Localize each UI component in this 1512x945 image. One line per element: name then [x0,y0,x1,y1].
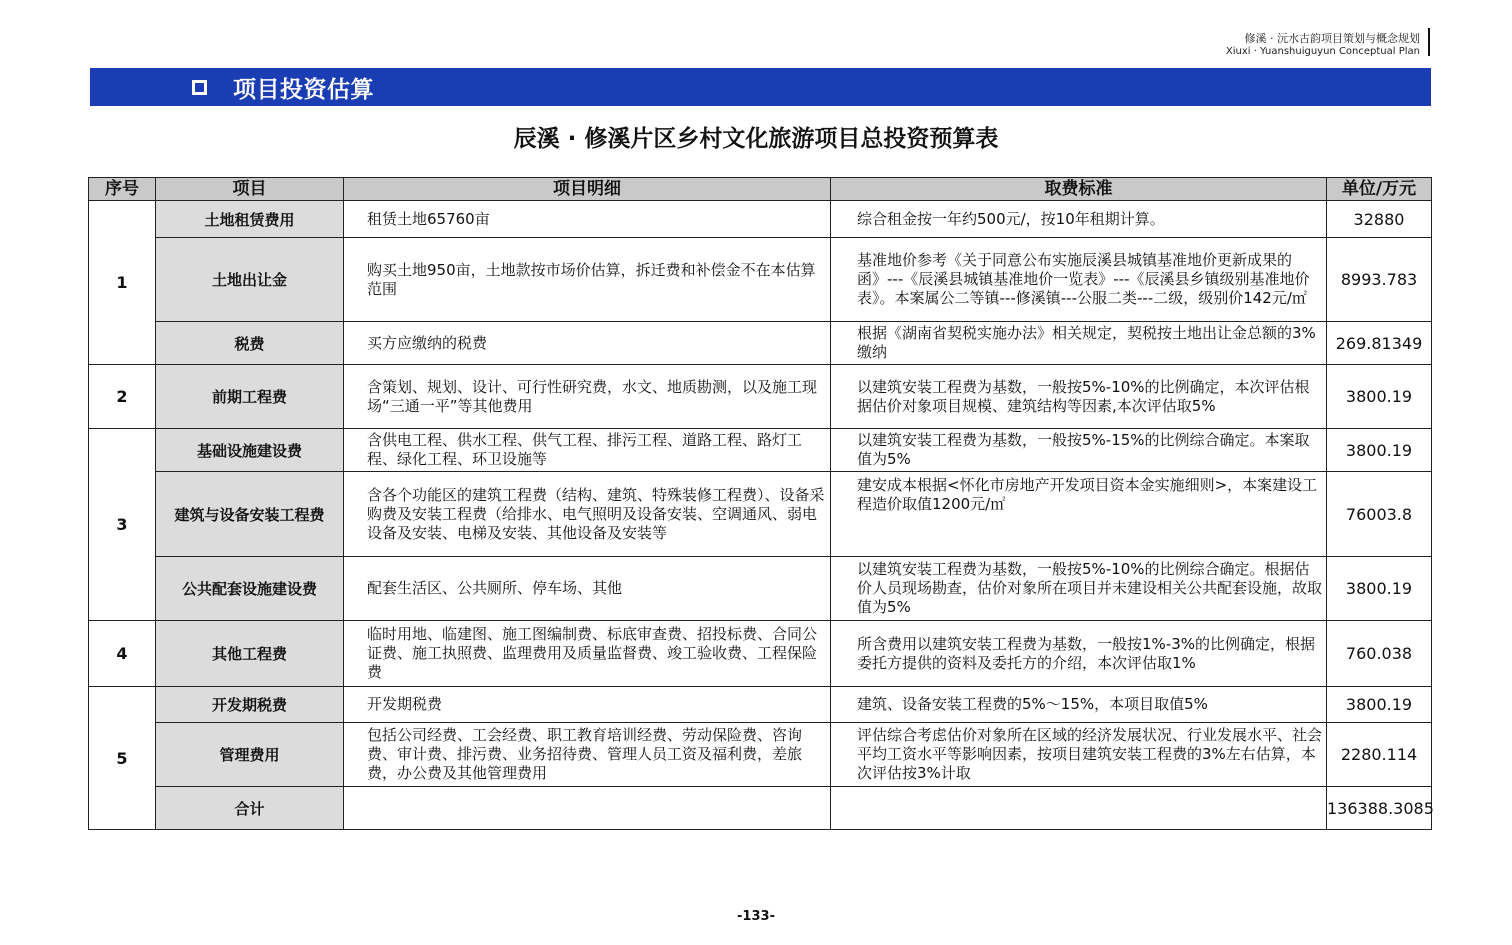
standard-cell: 基准地价参考《关于同意公布实施辰溪县城镇基准地价更新成果的函》---《辰溪县城镇基准地价一览表》---《辰溪县乡镇级别基准地价表》。本案属公二等镇---修溪镇---公服二类---二级，级别价142元/㎡ [831,238,1327,322]
item-cell: 公共配套设施建设费 [156,557,344,621]
table-row [89,723,1432,787]
detail-cell: 含各个功能区的建筑工程费（结构、建筑、特殊装修工程费）、设备采购费及安装工程费（给排水、电气照明及设备安装、空调通风、弱电设备及安装、电梯及安装、其他设备及安装等 [344,472,831,557]
detail-cell: 配套生活区、公共厕所、停车场、其他 [344,557,831,621]
table-header-row [89,178,1432,201]
detail-cell: 购买土地950亩，土地款按市场价估算，拆迁费和补偿金不在本估算范围 [344,238,831,322]
standard-cell: 以建筑安装工程费为基数，一般按5%-10%的比例确定，本次评估根据估价对象项目规模、建筑结构等因素,本次评估取5% [831,365,1327,429]
seq-cell: 4 [89,621,156,687]
detail-cell: 含供电工程、供水工程、供气工程、排污工程、道路工程、路灯工程、绿化工程、环卫设施等 [344,429,831,472]
detail-cell: 买方应缴纳的税费 [344,322,831,365]
detail-cell: 临时用地、临建图、施工图编制费、标底审查费、招投标费、合同公证费、施工执照费、监理费用及质量监督费、竣工验收费、工程保险费 [344,621,831,687]
section-banner [90,68,1431,106]
column-header: 序号 [89,178,156,201]
item-cell: 管理费用 [156,723,344,787]
standard-cell: 评估综合考虑估价对象所在区域的经济发展状况、行业发展水平、社会平均工资水平等影响因素，按项目建筑安装工程费的3%左右估算，本次评估按3%计取 [831,723,1327,787]
detail-cell: 包括公司经费、工会经费、职工教育培训经费、劳动保险费、咨询费、审计费、排污费、业务招待费、管理人员工资及福利费，差旅费，办公费及其他管理费用 [344,723,831,787]
detail-cell: 开发期税费 [344,687,831,723]
header-divider [1428,28,1430,56]
amount-cell: 3800.19 [1327,687,1432,723]
column-header: 单位/万元 [1327,178,1432,201]
seq-cell: 3 [89,429,156,621]
seq-cell: 2 [89,365,156,429]
table-row [89,238,1432,322]
square-bullet-icon [192,80,207,95]
item-cell: 开发期税费 [156,687,344,723]
amount-cell: 8993.783 [1327,238,1432,322]
item-cell: 税费 [156,322,344,365]
column-header: 项目明细 [344,178,831,201]
table-total-row [89,787,1432,830]
amount-cell: 32880 [1327,201,1432,238]
seq-cell: 5 [89,687,156,830]
amount-cell: 269.81349 [1327,322,1432,365]
table-row [89,621,1432,687]
table-row [89,201,1432,238]
header-title-cn: 修溪 · 沅水古韵项目策划与概念规划 [1244,32,1420,45]
standard-cell: 建安成本根据<怀化市房地产开发项目资本金实施细则>，本案建设工程造价取值1200元/㎡ [831,472,1327,557]
amount-cell: 3800.19 [1327,557,1432,621]
column-header: 项目 [156,178,344,201]
standard-cell: 根据《湖南省契税实施办法》相关规定，契税按土地出让金总额的3%缴纳 [831,322,1327,365]
amount-cell: 76003.8 [1327,472,1432,557]
item-cell: 土地租赁费用 [156,201,344,238]
table-row [89,557,1432,621]
amount-cell: 3800.19 [1327,365,1432,429]
standard-cell: 以建筑安装工程费为基数，一般按5%-15%的比例综合确定。本案取值为5% [831,429,1327,472]
standard-cell: 综合租金按一年约500元/，按10年租期计算。 [831,201,1327,238]
item-cell: 土地出让金 [156,238,344,322]
table-row [89,322,1432,365]
item-cell: 前期工程费 [156,365,344,429]
section-title: 项目投资估算 [233,76,374,103]
table-row [89,687,1432,723]
detail-cell: 租赁土地65760亩 [344,201,831,238]
table-row [89,365,1432,429]
detail-cell [344,787,831,830]
detail-cell: 含策划、规划、设计、可行性研究费，水文、地质勘测，以及施工现场“三通一平”等其他费用 [344,365,831,429]
standard-cell: 建筑、设备安装工程费的5%～15%，本项目取值5% [831,687,1327,723]
amount-cell: 760.038 [1327,621,1432,687]
total-label-cell: 合计 [156,787,344,830]
seq-cell: 1 [89,201,156,365]
table-title: 辰溪 · 修溪片区乡村文化旅游项目总投资预算表 [513,126,999,152]
page-number: -133- [737,909,775,924]
table-row [89,472,1432,557]
item-cell: 建筑与设备安装工程费 [156,472,344,557]
amount-cell: 2280.114 [1327,723,1432,787]
amount-cell: 3800.19 [1327,429,1432,472]
budget-table [88,177,1432,830]
standard-cell: 以建筑安装工程费为基数，一般按5%-10%的比例综合确定。根据估价人员现场勘查，估价对象所在项目并未建设相关公共配套设施，故取值为5% [831,557,1327,621]
total-amount-cell: 136388.3085 [1327,787,1432,830]
header-title-en: Xiuxi · Yuanshuiguyun Conceptual Plan [1225,46,1420,57]
standard-cell: 所含费用以建筑安装工程费为基数，一般按1%-3%的比例确定，根据委托方提供的资料及委托方的介绍，本次评估取1% [831,621,1327,687]
item-cell: 基础设施建设费 [156,429,344,472]
document-header [1226,32,1420,58]
standard-cell [831,787,1327,830]
table-row [89,429,1432,472]
column-header: 取费标准 [831,178,1327,201]
item-cell: 其他工程费 [156,621,344,687]
